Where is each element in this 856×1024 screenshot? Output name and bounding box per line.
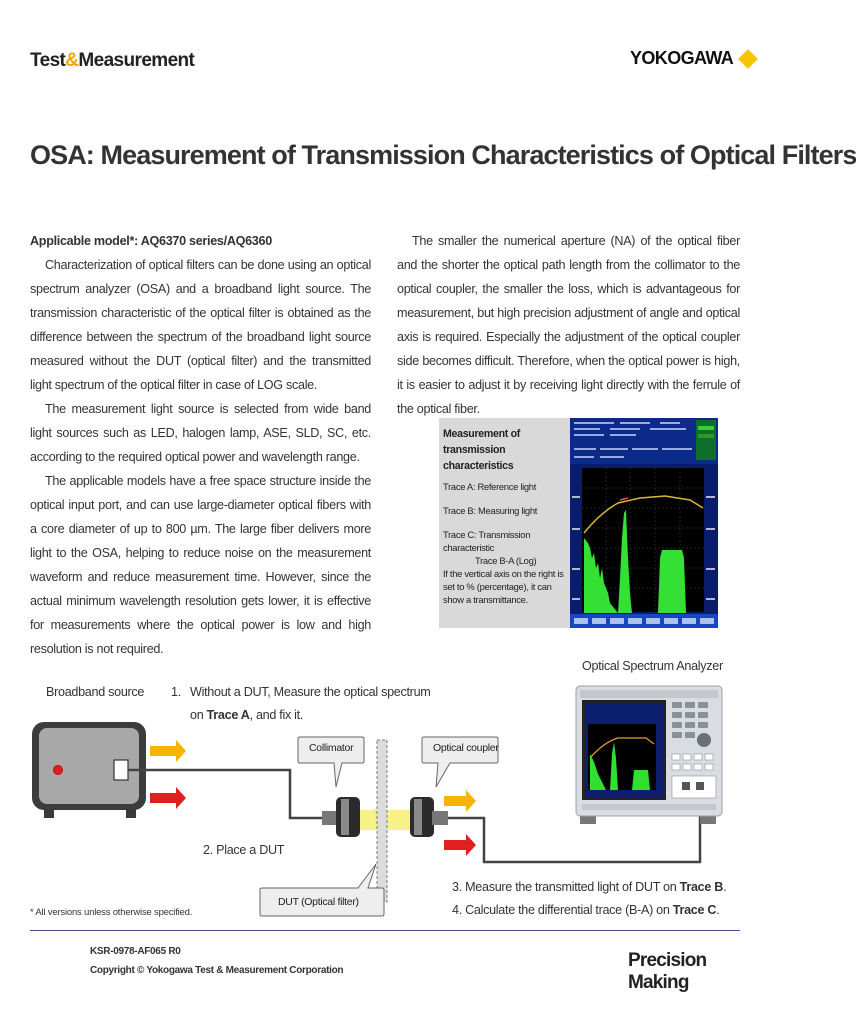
red-arrow-source <box>150 787 186 809</box>
collimator-label: Collimator <box>309 742 354 754</box>
brand-part-measurement: Measurement <box>78 50 195 71</box>
dut-label: DUT (Optical filter) <box>278 896 359 908</box>
step1-trace-a: Trace A <box>206 708 250 722</box>
left-column <box>30 229 371 661</box>
paragraph-applicable-models: The applicable models have a free space structure inside the optical input port, and can use large-diameter optical fibers with a core diameter of up to 800 µm. The large fiber delivers more light to the OSA, helping to reduce noise on the measurement waveform and reduce measurement time. However, since the actual minimum wavelength resolution gets lower, it is effective for measurements where the optical power is low and high resolution is not required. <box>30 474 371 656</box>
osa-screenshot <box>570 418 718 628</box>
step4-text: 4. Calculate the differential trace (B-A) on <box>452 903 673 917</box>
step3-trace-b: Trace B <box>679 880 724 894</box>
dut-callout <box>258 860 388 920</box>
step1-line2-post: , and fix it. <box>249 708 304 722</box>
trace-c-label: Trace C: Transmission characteristic <box>443 529 531 553</box>
applicable-model-line: Applicable model*: AQ6370 series/AQ6360 <box>30 234 272 248</box>
paragraph-light-source: The measurement light source is selected from wide band light sources such as LED, halogen lamp, ASE, SLD, SC, etc. according to the required optical power and wavelength range. <box>30 402 371 464</box>
brand-test-measurement <box>30 50 194 72</box>
step4-period: . <box>716 903 720 917</box>
brand-ampersand: & <box>65 50 79 71</box>
document-id: KSR-0978-AF065 R0 <box>90 946 181 957</box>
step1-line2 <box>190 708 303 722</box>
logo-diamond-icon <box>738 49 758 69</box>
page-title: OSA: Measurement of Transmission Characteristics of Optical Filters <box>30 140 856 170</box>
step3-period: . <box>723 880 727 894</box>
red-arrow-coupler <box>444 834 476 856</box>
trace-explanation-panel <box>439 418 570 628</box>
paragraph-numerical-aperture: The smaller the numerical aperture (NA) of the optical fiber and the shorter the optical path length from the collimator to the optical coupler, the smaller the loss, which is advantageous for measurement, but high precision adjustment of angle and optical axis is required. Especially the adjustment of the optical coupler side becomes difficult. Therefore, when the optical power is high, it is easier to adjust it by receiving light directly with the ferrule of the optical fiber. <box>397 234 740 416</box>
trace-c-formula: Trace B-A (Log) <box>475 555 537 566</box>
broadband-source-label: Broadband source <box>46 685 145 699</box>
footer-divider <box>30 930 740 931</box>
right-column <box>397 229 740 421</box>
yellow-arrow-source <box>150 740 186 762</box>
yokogawa-logo <box>630 48 755 69</box>
tagline-precision-making: Precision Making <box>628 950 707 993</box>
footnote: * All versions unless otherwise specified. <box>30 907 193 918</box>
panel-title: Measurement of transmission characteristics <box>443 428 521 472</box>
paragraph-characterization: Characterization of optical filters can be done using an optical spectrum analyzer (OSA) and a broadband light source. The transmission characteristic of the optical filter is obtained as the difference between the spectrum of the broadband light source measured without the DUT (optical filter) and the transmitted light spectrum of the optical filter in case of LOG scale. <box>30 258 371 392</box>
brand-part-test: Test <box>30 50 66 71</box>
coupler-label: Optical coupler <box>433 742 499 754</box>
step2-label: 2. Place a DUT <box>203 843 285 857</box>
step1-line1: Without a DUT, Measure the optical spectrum <box>190 685 431 699</box>
logo-text: YOKOGAWA <box>630 48 734 68</box>
percentage-note: If the vertical axis on the right is set to % (percentage), it can show a transmittance. <box>443 568 564 605</box>
yellow-arrow-coupler <box>444 790 476 812</box>
trace-b-label: Trace B: Measuring light <box>443 505 538 516</box>
step1-number: 1. <box>171 685 181 699</box>
osa-device <box>574 684 724 826</box>
step4-label <box>452 903 719 917</box>
step1-line2-pre: on <box>190 708 207 722</box>
osa-label: Optical Spectrum Analyzer <box>582 659 723 673</box>
step3-text: 3. Measure the transmitted light of DUT on <box>452 880 680 894</box>
trace-a-label: Trace A: Reference light <box>443 481 537 492</box>
copyright: Copyright © Yokogawa Test & Measurement Corporation <box>90 965 344 976</box>
step4-trace-c: Trace C <box>672 903 717 917</box>
step3-label <box>452 880 726 894</box>
